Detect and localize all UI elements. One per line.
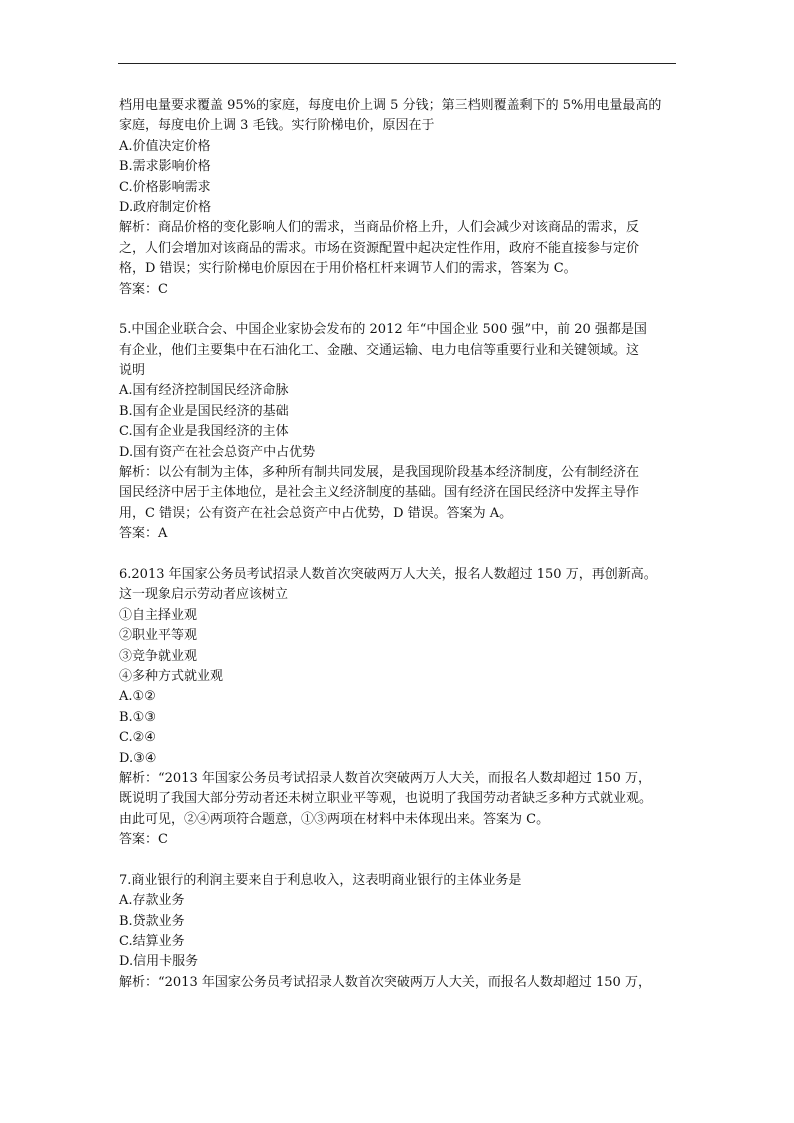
question-spacer [119, 545, 685, 565]
option-c: C.结算业务 [119, 934, 185, 950]
question-stem-line: 6.2013 年国家公务员考试招录人数首次突破两万人大关，报名人数超过 150 万，再创新高。 [119, 566, 657, 582]
question-5 [119, 320, 685, 544]
question-spacer [119, 850, 685, 870]
question-stem-line: 家庭，每度电价上调 3 毛钱。实行阶梯电价，原因在于 [119, 118, 435, 134]
option-a: A.价值决定价格 [119, 138, 211, 154]
analysis-line: 之，人们会增加对该商品的需求。市场在资源配置中起决定性作用，政府不能直接参与定价 [119, 240, 640, 256]
question-stem-line: 7.商业银行的利润主要来自于利息收入，这表明商业银行的主体业务是 [119, 872, 522, 888]
analysis-line: 由此可见，②④两项符合题意，①③两项在材料中未体现出来。答案为 C。 [119, 811, 550, 827]
option-c: C.国有企业是我国经济的主体 [119, 424, 289, 440]
question-4-continuation [119, 96, 685, 300]
question-6 [119, 565, 685, 850]
analysis-line: 解析：“2013 年国家公务员考试招录人数首次突破两万人大关，而报名人数却超过 150 万， [119, 974, 651, 990]
analysis-line: 解析：“2013 年国家公务员考试招录人数首次突破两万人大关，而报名人数却超过 150 万， [119, 770, 651, 786]
analysis-line: 解析：以公有制为主体，多种所有制共同发展，是我国现阶段基本经济制度，公有制经济在 [119, 465, 640, 481]
question-stem-line: 有企业，他们主要集中在石油化工、金融、交通运输、电力电信等重要行业和关键领域。这 [119, 342, 640, 358]
statement-item: ②职业平等观 [119, 628, 198, 644]
analysis-line: 用，C 错误；公有资产在社会总资产中占优势，D 错误。答案为 A。 [119, 505, 513, 521]
statement-item: ④多种方式就业观 [119, 668, 224, 684]
statement-item: ③竞争就业观 [119, 648, 198, 664]
question-stem-line: 这一现象启示劳动者应该树立 [119, 587, 289, 603]
option-c: C.②④ [119, 730, 156, 746]
question-stem-line: 档用电量要求覆盖 95%的家庭，每度电价上调 5 分钱；第三档则覆盖剩下的 5%用电量最高的 [119, 98, 662, 113]
option-a: A.存款业务 [119, 893, 185, 909]
answer-line: 答案：C [119, 281, 168, 297]
option-d: D.③④ [119, 750, 157, 766]
statement-item: ①自主择业观 [119, 607, 198, 623]
analysis-line: 既说明了我国大部分劳动者还未树立职业平等观，也说明了我国劳动者缺乏多种方式就业观。 [119, 791, 653, 807]
option-b: B.贷款业务 [119, 913, 185, 929]
analysis-line: 格，D 错误；实行阶梯电价原因在于用价格杠杆来调节人们的需求，答案为 C。 [119, 261, 577, 277]
document-body [119, 96, 685, 993]
analysis-line: 解析：商品价格的变化影响人们的需求，当商品价格上升，人们会减少对该商品的需求，反 [119, 220, 640, 236]
option-b: B.①③ [119, 709, 156, 725]
answer-line: 答案：A [119, 526, 168, 542]
question-spacer [119, 300, 685, 320]
question-stem-line: 说明 [119, 363, 146, 379]
option-a: A.①② [119, 689, 156, 705]
option-d: D.信用卡服务 [119, 954, 199, 970]
option-d: D.国有资产在社会总资产中占优势 [119, 444, 316, 460]
option-d: D.政府制定价格 [119, 199, 212, 215]
header-rule [118, 63, 676, 64]
option-b: B.国有企业是国民经济的基础 [119, 403, 289, 419]
question-7 [119, 871, 685, 993]
analysis-line: 国民经济中居于主体地位，是社会主义经济制度的基础。国有经济在国民经济中发挥主导作 [119, 485, 640, 501]
option-a: A.国有经济控制国民经济命脉 [119, 383, 289, 399]
answer-line: 答案：C [119, 832, 168, 848]
option-c: C.价格影响需求 [119, 179, 211, 195]
option-b: B.需求影响价格 [119, 159, 211, 175]
question-stem-line: 5.中国企业联合会、中国企业家协会发布的 2012 年“中国企业 500 强”中，前 20 强都是国 [119, 322, 647, 338]
